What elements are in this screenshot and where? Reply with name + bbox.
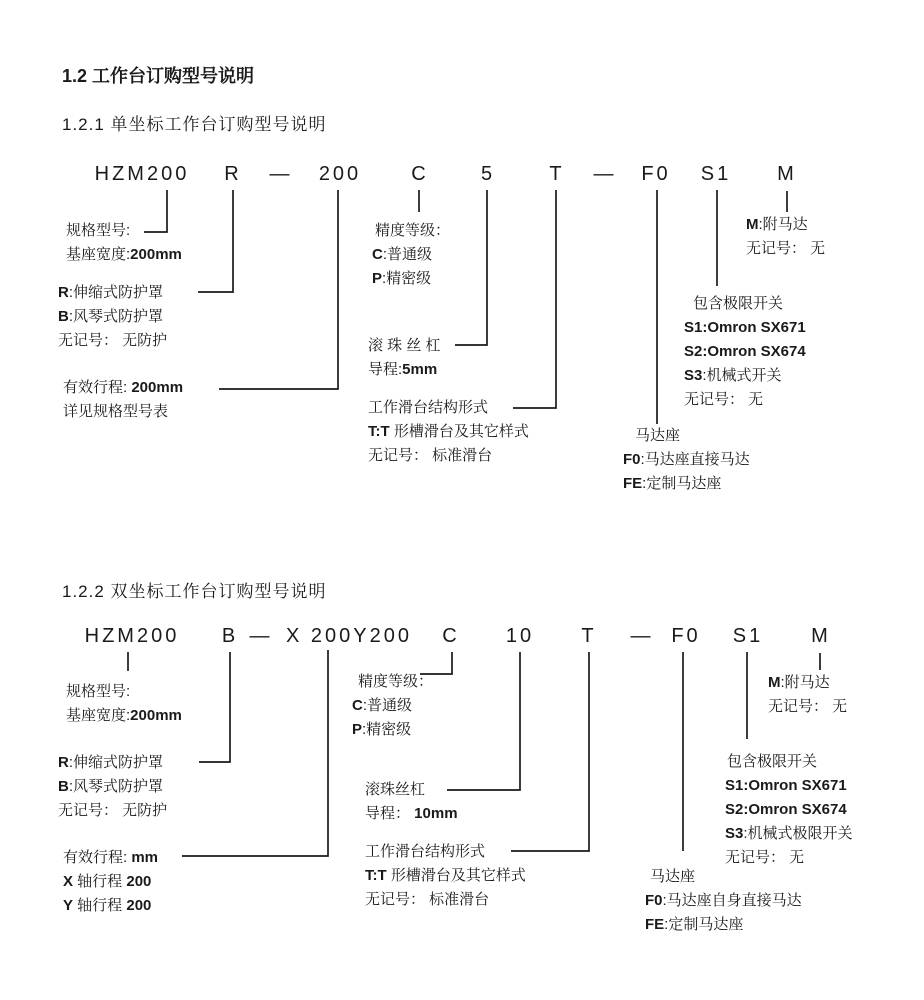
label-text: 工作滑台结构形式 <box>368 399 489 416</box>
label-text: 滚 珠 丝 杠 <box>368 337 441 354</box>
label-text: 轴行程 <box>73 897 127 914</box>
label-text: 无记号： 无 <box>746 240 826 257</box>
label-line <box>725 774 853 798</box>
label-line <box>746 213 825 237</box>
cover-type-labels <box>58 281 167 353</box>
label-line <box>63 870 158 894</box>
label-bold: S3 <box>725 825 744 842</box>
limit-switch-labels <box>684 292 806 412</box>
label-text: :风琴式防护罩 <box>68 778 164 795</box>
label-line <box>746 237 825 261</box>
label-text: :精密级 <box>362 721 412 738</box>
label-line <box>693 292 806 316</box>
label-text: :定制马达座 <box>664 916 744 933</box>
model-code-part: M <box>777 163 797 185</box>
model-code-part: C <box>442 625 460 647</box>
label-text: 规格型号: <box>66 222 131 239</box>
label-line <box>623 472 750 496</box>
label-text: 详见规格型号表 <box>63 403 169 420</box>
label-line <box>645 913 802 937</box>
label-text: 导程： <box>365 805 415 822</box>
label-bold: 5mm <box>402 361 438 378</box>
label-line <box>358 670 433 694</box>
spec-model-labels <box>66 680 182 728</box>
cover-type-labels <box>58 751 167 823</box>
label-text: 导程: <box>368 361 403 378</box>
label-line <box>368 444 529 468</box>
model-code-part: B <box>221 625 239 647</box>
model-code-part: HZM200 <box>94 163 190 185</box>
label-text: 包含极限开关 <box>693 295 784 312</box>
label-text: 有效行程: <box>63 379 132 396</box>
connector-line <box>219 190 338 389</box>
label-bold: 10mm <box>414 805 458 822</box>
label-text: :机械式极限开关 <box>743 825 853 842</box>
model-code-part: 200 <box>318 163 362 185</box>
label-line <box>58 281 167 305</box>
model-code-part: S1 <box>732 625 764 647</box>
label-text: :定制马达座 <box>642 475 722 492</box>
connector-line <box>455 190 487 345</box>
label-line <box>63 400 183 424</box>
label-line <box>684 388 806 412</box>
label-text: 包含极限开关 <box>727 753 818 770</box>
label-line <box>368 358 441 382</box>
label-line <box>63 894 158 918</box>
connector-line <box>198 190 233 292</box>
connector-line <box>511 652 589 851</box>
model-code-dash: — <box>249 625 273 647</box>
model-code-part: F0 <box>671 625 701 647</box>
label-line <box>372 243 450 267</box>
label-text: 工作滑台结构形式 <box>365 843 486 860</box>
label-line <box>368 420 529 444</box>
model-code-part: F0 <box>641 163 671 185</box>
label-text: :机械式开关 <box>702 367 782 384</box>
label-line <box>365 802 458 826</box>
label-text: :伸缩式防护罩 <box>68 754 164 771</box>
label-text: :附马达 <box>758 216 808 233</box>
label-line <box>352 718 433 742</box>
label-line <box>63 376 183 400</box>
label-text: 精度等级： <box>375 222 451 239</box>
section-1-heading: 1.2.1 单坐标工作台订购型号说明 <box>62 115 327 134</box>
label-bold: FE <box>645 916 665 933</box>
model-code-part: M <box>811 625 831 647</box>
label-text: 精度等级： <box>358 673 434 690</box>
label-bold: F0 <box>623 451 641 468</box>
label-line <box>684 316 806 340</box>
label-bold: R <box>58 754 69 771</box>
label-bold: F0 <box>645 892 663 909</box>
label-line <box>375 219 450 243</box>
label-text: 有效行程: <box>63 849 132 866</box>
label-text: :风琴式防护罩 <box>68 308 164 325</box>
model-code-part: 5 <box>480 163 496 185</box>
connector-line <box>182 650 328 856</box>
label-text: 无记号： 标准滑台 <box>365 891 490 908</box>
label-line <box>725 798 853 822</box>
precision-grade-labels <box>352 670 433 742</box>
label-bold: FE <box>623 475 643 492</box>
label-line <box>684 364 806 388</box>
label-bold: P <box>352 721 363 738</box>
label-text: 规格型号: <box>66 683 131 700</box>
label-bold: R <box>58 284 69 301</box>
label-bold: 200 <box>126 897 152 914</box>
label-bold: S2:Omron SX674 <box>725 801 847 818</box>
stroke-labels <box>63 846 158 918</box>
label-text: 无记号： 无 <box>768 698 848 715</box>
label-bold: M <box>746 216 759 233</box>
model-code-dash: — <box>269 163 293 185</box>
label-bold: S1:Omron SX671 <box>684 319 806 336</box>
label-text: 马达座 <box>650 868 696 885</box>
label-line <box>365 864 526 888</box>
model-code-part: X 200Y200 <box>286 625 412 647</box>
connector-line <box>513 190 556 408</box>
connector-line <box>199 652 230 762</box>
label-bold: 200mm <box>130 246 182 263</box>
motor-mount-labels <box>645 865 802 937</box>
label-bold: S2:Omron SX674 <box>684 343 806 360</box>
label-text: 无记号： 无 <box>684 391 764 408</box>
label-bold: M <box>768 674 781 691</box>
label-line <box>365 778 458 802</box>
label-bold: X <box>63 873 74 890</box>
label-line <box>365 840 526 864</box>
model-code-dash: — <box>630 625 654 647</box>
label-line <box>645 889 802 913</box>
label-text: 形槽滑台及其它样式 <box>386 867 526 884</box>
label-bold: B <box>58 308 69 325</box>
label-text: 无记号： 无防护 <box>58 802 168 819</box>
slide-structure-labels <box>368 396 529 468</box>
slide-structure-labels <box>365 840 526 912</box>
label-line <box>372 267 450 291</box>
limit-switch-labels <box>725 750 853 870</box>
label-text: 基座宽度: <box>66 707 131 724</box>
label-text: 基座宽度: <box>66 246 131 263</box>
label-bold: C <box>352 697 363 714</box>
label-text: :精密级 <box>382 270 432 287</box>
label-bold: mm <box>131 849 159 866</box>
label-line <box>66 243 182 267</box>
model-code-part: T <box>581 625 597 647</box>
spec-model-labels <box>66 219 182 267</box>
label-line <box>635 424 750 448</box>
label-bold: C <box>372 246 383 263</box>
label-line <box>768 695 847 719</box>
label-bold: B <box>58 778 69 795</box>
ballscrew-labels <box>365 778 458 826</box>
motor-mount-labels <box>623 424 750 496</box>
label-text: 马达座 <box>635 427 681 444</box>
label-line <box>368 396 529 420</box>
label-bold: T:T <box>368 423 390 440</box>
label-text: 无记号： 标准滑台 <box>368 447 493 464</box>
label-bold: 200mm <box>131 379 184 396</box>
label-bold: 200 <box>126 873 152 890</box>
label-line <box>725 822 853 846</box>
label-bold: S1:Omron SX671 <box>725 777 847 794</box>
model-code-part: T <box>549 163 565 185</box>
motor-attach-labels <box>768 671 847 719</box>
label-line <box>727 750 853 774</box>
label-text: 形槽滑台及其它样式 <box>389 423 529 440</box>
label-bold: Y <box>63 897 74 914</box>
label-text: :普通级 <box>382 246 433 263</box>
label-text: 无记号： 无防护 <box>58 332 168 349</box>
precision-grade-labels <box>372 219 450 291</box>
label-line <box>66 704 182 728</box>
label-line <box>66 219 182 243</box>
motor-attach-labels <box>746 213 825 261</box>
label-text: :马达座自身直接马达 <box>662 892 802 909</box>
model-code-dash: — <box>593 163 617 185</box>
label-line <box>58 751 167 775</box>
label-line <box>365 888 526 912</box>
label-bold: T:T <box>365 867 387 884</box>
label-text: 滚珠丝杠 <box>365 781 426 798</box>
model-code-part: R <box>224 163 242 185</box>
label-text: :普通级 <box>362 697 413 714</box>
ballscrew-labels <box>368 334 441 382</box>
label-bold: S3 <box>684 367 703 384</box>
label-text: :伸缩式防护罩 <box>68 284 164 301</box>
label-line <box>368 334 441 358</box>
section-2-heading: 1.2.2 双坐标工作台订购型号说明 <box>62 582 327 601</box>
model-code-part: S1 <box>700 163 732 185</box>
label-line <box>768 671 847 695</box>
label-line <box>63 846 158 870</box>
model-code-part: 10 <box>505 625 535 647</box>
label-line <box>623 448 750 472</box>
label-text: :附马达 <box>780 674 830 691</box>
label-bold: P <box>372 270 383 287</box>
model-code-part: C <box>411 163 429 185</box>
label-line <box>66 680 182 704</box>
label-text: :马达座直接马达 <box>640 451 750 468</box>
label-bold: 200mm <box>130 707 182 724</box>
label-text: 无记号： 无 <box>725 849 805 866</box>
connector-line <box>447 652 520 790</box>
label-line <box>58 775 167 799</box>
label-line <box>684 340 806 364</box>
label-line <box>352 694 433 718</box>
label-text: 轴行程 <box>73 873 127 890</box>
page-title: 1.2 工作台订购型号说明 <box>62 66 255 86</box>
model-code-part: HZM200 <box>84 625 180 647</box>
label-line <box>58 329 167 353</box>
label-line <box>650 865 802 889</box>
label-line <box>58 799 167 823</box>
label-line <box>58 305 167 329</box>
stroke-labels <box>63 376 183 424</box>
